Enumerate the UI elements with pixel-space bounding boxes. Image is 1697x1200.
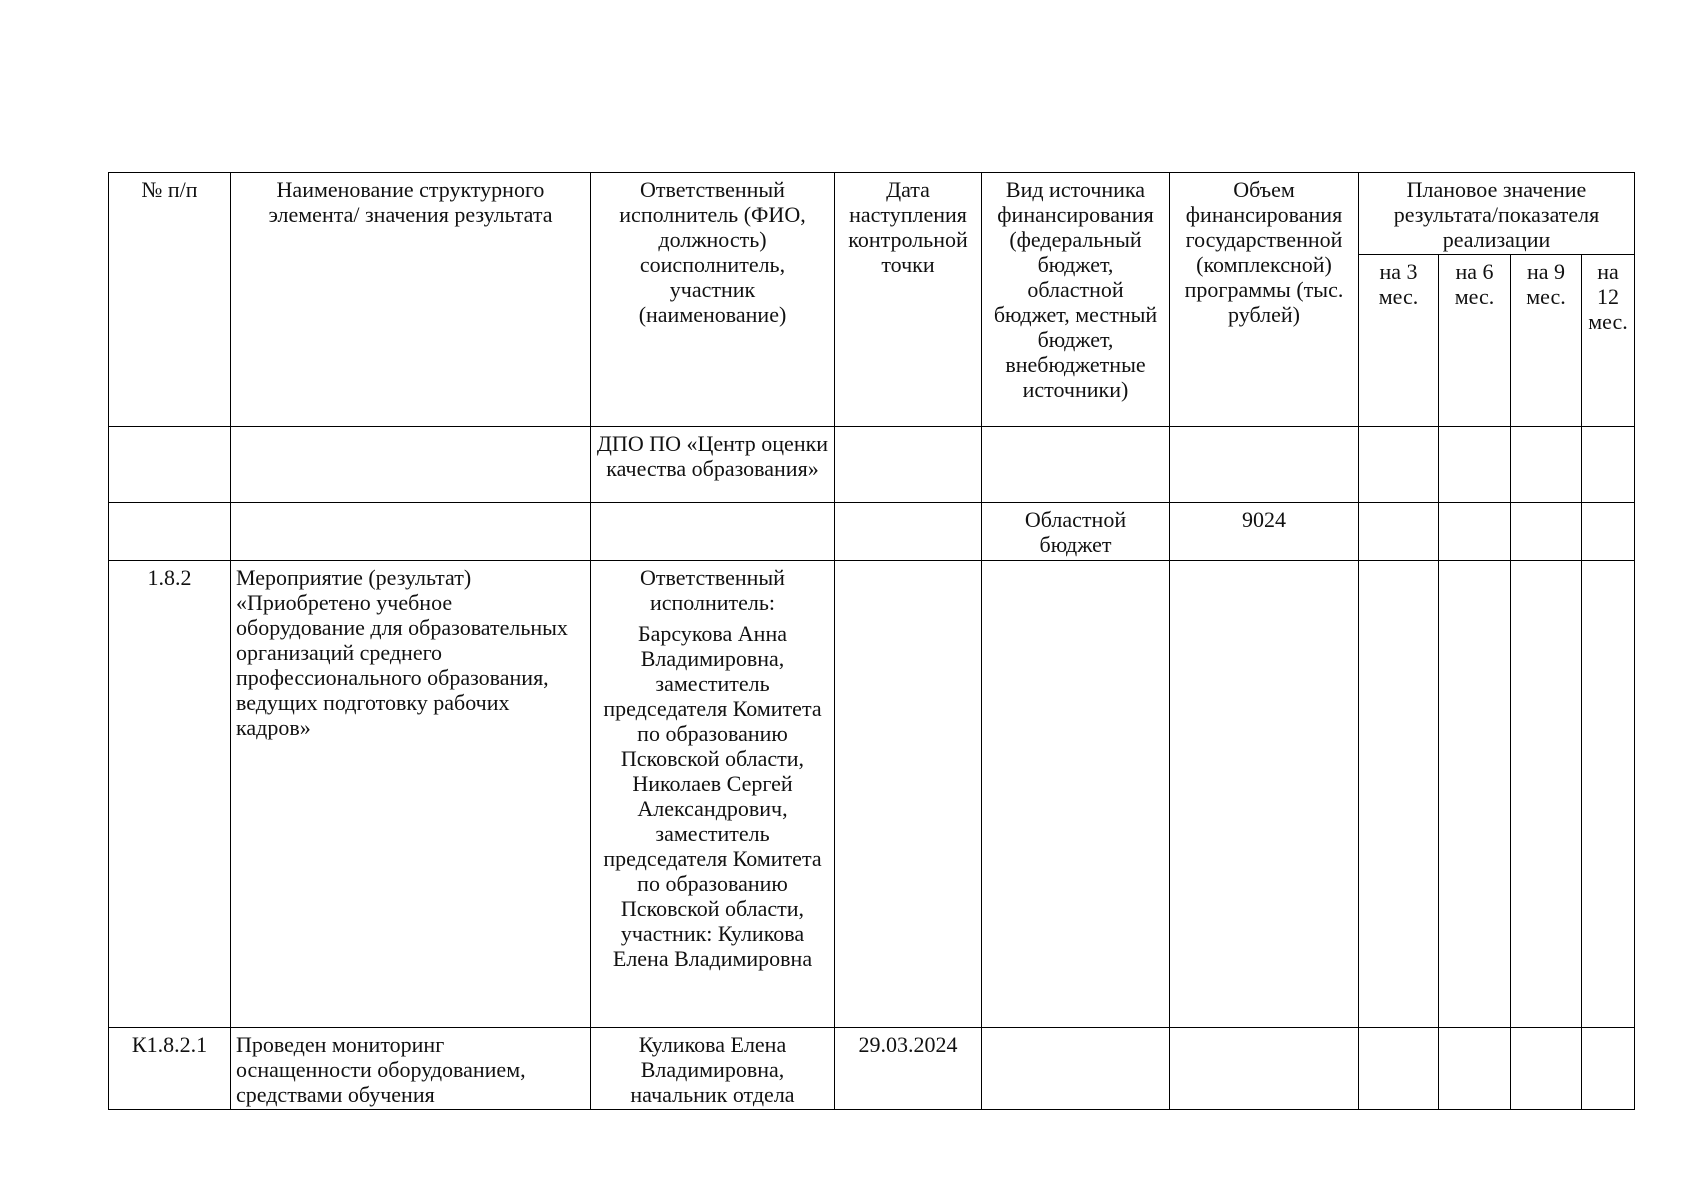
- cell-empty: [1170, 561, 1359, 1028]
- cell-empty: [1582, 1028, 1635, 1110]
- cell-empty: [1439, 503, 1511, 561]
- table-row: [109, 1028, 1635, 1110]
- cell-empty: [591, 503, 835, 561]
- header-name: Наименование структурного элемента/ значения результата: [231, 173, 591, 427]
- cell-empty: [1582, 561, 1635, 1028]
- header-num: № п/п: [109, 173, 231, 427]
- cell-num: К1.8.2.1: [109, 1028, 231, 1110]
- header-source: Вид источника финансирования (федеральный бюджет, областной бюджет, местный бюджет, внебюджетные источники): [982, 173, 1170, 427]
- cell-responsible: ДПО ПО «Центр оценки качества образования»: [591, 427, 835, 503]
- cell-empty: [1439, 561, 1511, 1028]
- responsible-label: Ответственный исполнитель:: [640, 565, 785, 615]
- cell-empty: [1439, 1028, 1511, 1110]
- header-m12: на 12 мес.: [1582, 255, 1635, 427]
- cell-empty: [1359, 503, 1439, 561]
- cell-empty: [231, 427, 591, 503]
- header-plan: Плановое значение результата/показателя реализации: [1359, 173, 1635, 255]
- cell-empty: [109, 427, 231, 503]
- header-volume: Объем финансирования государственной (комплексной) программы (тыс. рублей): [1170, 173, 1359, 427]
- cell-empty: [982, 561, 1170, 1028]
- cell-empty: [1359, 1028, 1439, 1110]
- responsible-text: Барсукова Анна Владимировна, заместитель председателя Комитета по образованию Псковской области, Николаев Сергей Александрович, заместитель председателя Комитета по образованию Псковской области, участник: Куликова Елена Владимировна: [603, 621, 822, 971]
- cell-date: 29.03.2024: [835, 1028, 982, 1110]
- cell-empty: [1511, 503, 1582, 561]
- cell-source: Областной бюджет: [982, 503, 1170, 561]
- cell-empty: [1359, 561, 1439, 1028]
- cell-volume: 9024: [1170, 503, 1359, 561]
- header-m3: на 3 мес.: [1359, 255, 1439, 427]
- cell-num: 1.8.2: [109, 561, 231, 1028]
- cell-name: Мероприятие (результат) «Приобретено учебное оборудование для образовательных организаций среднего профессионального образования, ведущих подготовку рабочих кадров»: [231, 561, 591, 1028]
- header-date: Дата наступления контрольной точки: [835, 173, 982, 427]
- cell-empty: [1359, 427, 1439, 503]
- header-m9: на 9 мес.: [1511, 255, 1582, 427]
- cell-empty: [982, 427, 1170, 503]
- plan-table: [108, 172, 1635, 1110]
- cell-responsible: [591, 561, 835, 1028]
- cell-empty: [1511, 1028, 1582, 1110]
- cell-responsible: Куликова Елена Владимировна, начальник отдела: [591, 1028, 835, 1110]
- cell-empty: [1511, 427, 1582, 503]
- table-row: [109, 427, 1635, 503]
- cell-empty: [1170, 1028, 1359, 1110]
- cell-empty: [231, 503, 591, 561]
- cell-empty: [1582, 427, 1635, 503]
- header-row: [109, 173, 1635, 255]
- cell-name: Проведен мониторинг оснащенности оборудованием, средствами обучения: [231, 1028, 591, 1110]
- cell-empty: [1439, 427, 1511, 503]
- cell-empty: [1511, 561, 1582, 1028]
- cell-empty: [835, 561, 982, 1028]
- header-m6: на 6 мес.: [1439, 255, 1511, 427]
- cell-empty: [982, 1028, 1170, 1110]
- header-responsible: Ответственный исполнитель (ФИО, должность) соисполнитель, участник (наименование): [591, 173, 835, 427]
- cell-empty: [1582, 503, 1635, 561]
- table-row: [109, 561, 1635, 1028]
- cell-empty: [835, 427, 982, 503]
- cell-empty: [1170, 427, 1359, 503]
- cell-empty: [109, 503, 231, 561]
- cell-empty: [835, 503, 982, 561]
- table-row: [109, 503, 1635, 561]
